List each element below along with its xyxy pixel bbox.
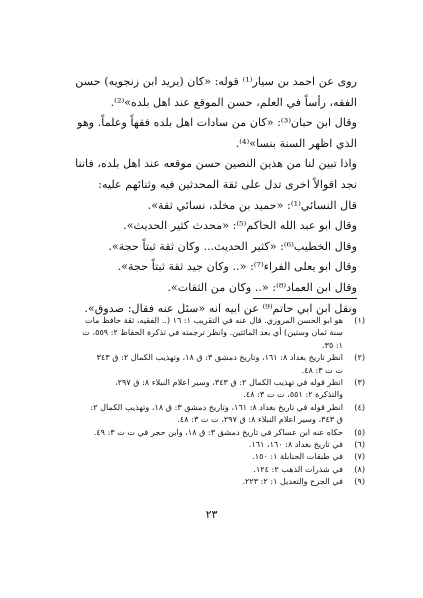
body-line: الفقه، رأساً في العلم، حسن الموقع عند اهل بلده»⁽²⁾. (110, 95, 357, 109)
body-line: وقال ابو عبد الله الحاكم⁽⁵⁾: «محدث كثير الحديث». (123, 219, 357, 233)
footnote-line: في شذرات الذهب ٢: ١٢٤. (253, 463, 343, 474)
footnote-line: ١: ٣٥. (322, 339, 343, 350)
footnote-line: في طبقات الحنابلة ١: ١٥٠. (252, 451, 343, 462)
body-line: وقال ابن حبان⁽³⁾: «كان من سادات اهل بلده فقهاً وعلماً. وهو (77, 116, 357, 130)
footnote-number: (٧) (354, 451, 365, 462)
footnote (46, 401, 365, 426)
footnote (46, 450, 365, 462)
footnote-number: (٤) (354, 401, 365, 412)
footnote-number: (٥) (354, 426, 365, 437)
body-line: ونقل ابن ابي حاتم⁽⁹⁾ عن ابيه انه «سئل عنه فقال: صدوق». (84, 301, 357, 315)
footnote (46, 475, 365, 487)
footnote-number: (١) (354, 315, 365, 325)
body-line: قال النسائي⁽¹⁾: «حميد بن مخلد، نسائي ثقة». (147, 198, 357, 212)
footnote (46, 438, 365, 450)
footnote-line: انظر قوله في تهذيب الكمال ٢: ق ٣٤٣، وسير اعلام النبلاء ٨: ق ٢٩٧، (115, 377, 343, 388)
main-text (66, 72, 357, 319)
body-line: الذي اظهر السنة بنسا»⁽⁴⁾. (235, 136, 357, 150)
footnote-line: انظر قوله في تاريخ بغداد ٨: ١٦١، وتاريخ دمشق ٣: ق ١٨، وتهذيب الكمال ٢: (90, 401, 343, 412)
footnote-line: سنة ثمان وستين) أي بعد المائتين. وانظر ترجمته في تذكرة الحفاظ ٢: ٥٥٩، ت (82, 327, 343, 338)
footnote-line: حكاه عنه ابن عساكر في تاريخ دمشق ٣: ق ١٨، وابن حجر في ت ت ٣: ٤٩. (93, 426, 343, 437)
footnote-line: انظر تاريخ بغداد ٨: ١٦١، وتاريخ دمشق ٣: ق ١٨، وتهذيب الكمال ٢: ق ٣٤٣ (96, 352, 343, 363)
body-line: وقال ابو يعلى الفراء⁽⁷⁾: «.. وكان جيد ثقة ثبتاً حجة». (117, 260, 357, 274)
footnote-line: والتذكرة ٢: ٥٥١، ت ت ٣: ٤٨. (243, 389, 343, 400)
footnote-line: هو ابو الحسن المروزي. قال عنه في التقريب ١: ١٦ (.. الفقيه، ثقة حافظ مات (85, 315, 343, 325)
page-number: ٢٣ (205, 508, 218, 521)
footnote (46, 376, 365, 401)
body-line: روى عن احمد بن سيار⁽¹⁾ قوله: «كان (يريد ابن زنجويه) حسن (75, 75, 357, 88)
body-line: وقال الخطيب⁽⁶⁾: «كثير الحديث... وكان ثقة ثبتاً حجة». (108, 239, 357, 253)
footnote (46, 351, 365, 376)
body-line: واذا تبين لنا من هذين النصين حسن موقعه عند اهل بلده، فاننا (75, 157, 357, 171)
footnote-line: ت ت ٣: ٤٨. (301, 364, 343, 375)
footnote-number: (٩) (354, 476, 365, 487)
footnote (46, 314, 365, 351)
footnote-number: (٢) (354, 352, 365, 363)
footnote-line: في تاريخ بغداد ٨: ١٦٠، ١٦١. (248, 439, 343, 450)
body-line: نجد اقوالاً اخرى تدل على ثقة المحدثين فيه وثنائهم عليه: (98, 177, 357, 191)
footnote (46, 426, 365, 438)
body-line: وقال ابن العماد⁽⁸⁾: «.. وكان من الثقات». (167, 280, 357, 294)
footnote (46, 463, 365, 475)
footnote-separator (253, 298, 357, 299)
footnotes (46, 314, 365, 488)
footnote-line: في الجرح والتعديل ١: ٢: ٢٢٣. (242, 476, 343, 487)
footnote-line: ق ٣٤٣، وسير اعلام النبلاء ٨: ق ٢٩٧، ت ت ٣: ٤٨. (177, 414, 343, 425)
footnote-number: (٨) (354, 463, 365, 474)
footnote-number: (٣) (354, 377, 365, 388)
footnote-number: (٦) (354, 439, 365, 450)
